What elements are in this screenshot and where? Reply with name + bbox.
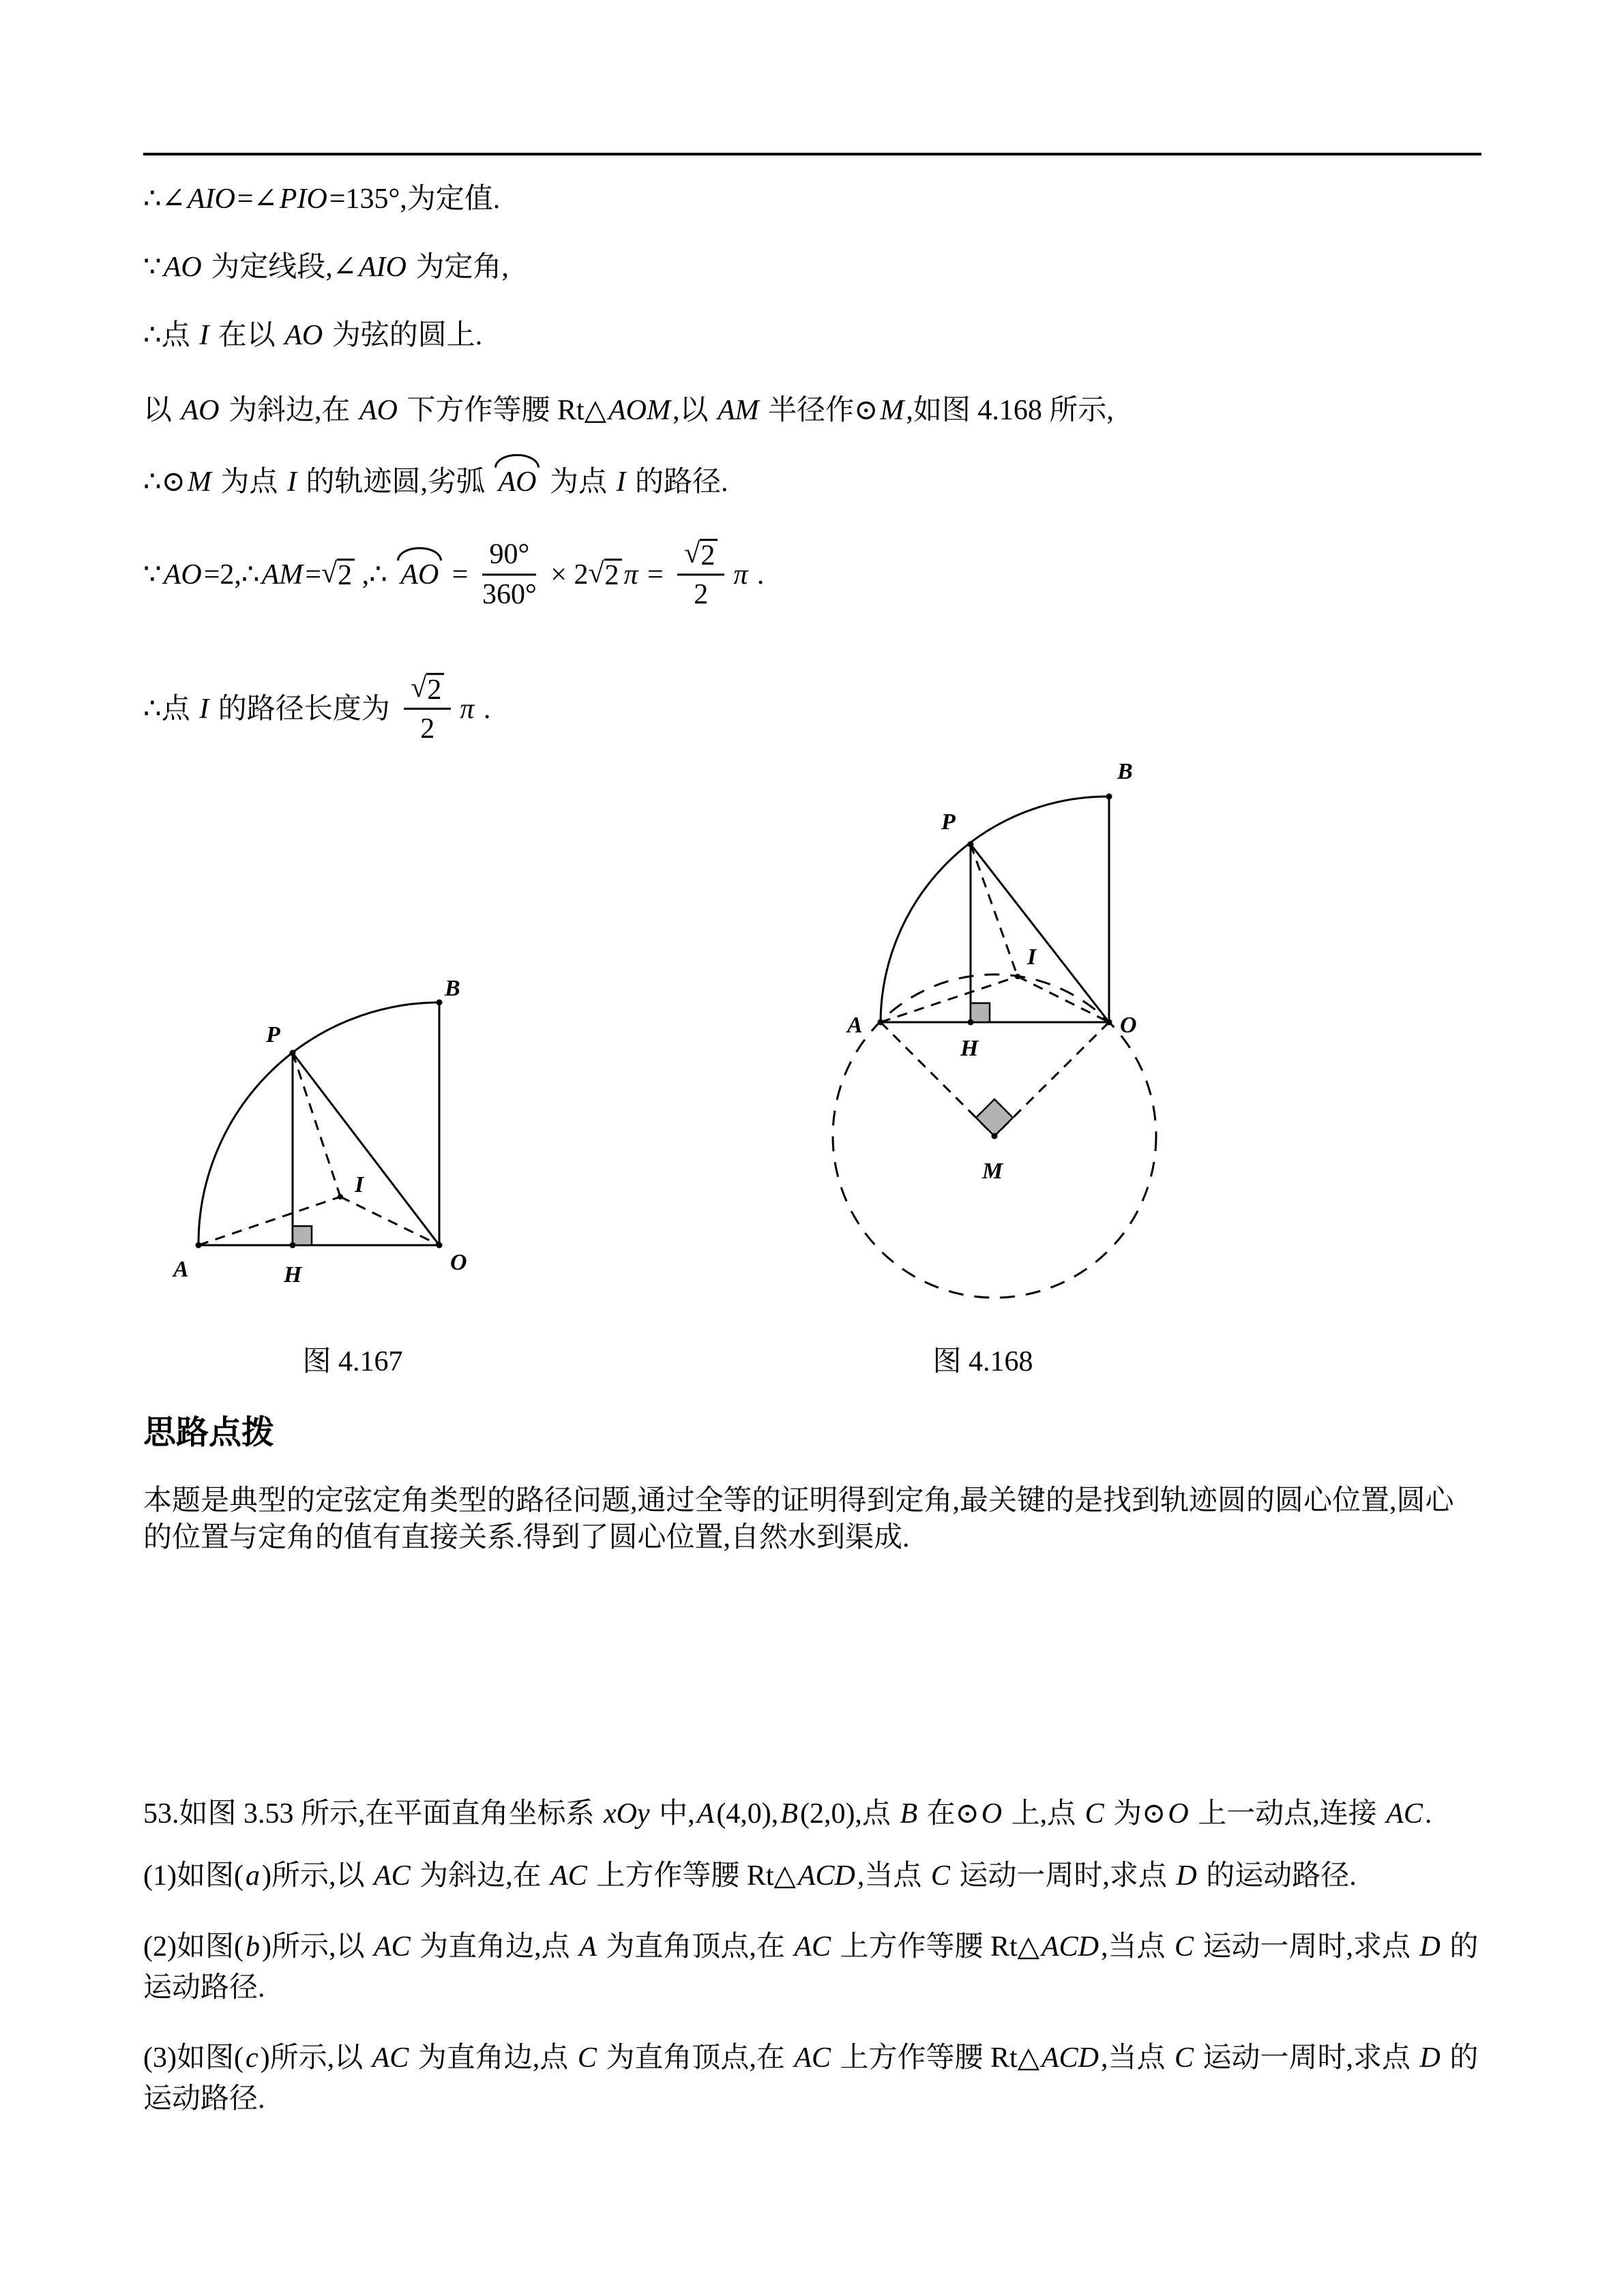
caption-figure-4-167: 图 4.167 — [302, 1346, 403, 1377]
fig167-label-b: B — [445, 976, 460, 1001]
point-o-dot — [437, 1242, 443, 1249]
fig168-dashed-AI — [881, 976, 1018, 1022]
top-rule — [143, 153, 1481, 155]
fig167-dashed-IO — [340, 1197, 439, 1245]
point-m-dot — [992, 1133, 998, 1139]
fig168-label-o: O — [1120, 1013, 1137, 1038]
hint-line-2: 的位置与定角的值有直接关系.得到了圆心位置,自然水到渠成. — [143, 1521, 910, 1553]
point-h-dot — [290, 1242, 296, 1249]
fig168-dashed-PI — [971, 844, 1018, 976]
fig168-line-PO — [971, 844, 1109, 1022]
solution-line-1: ∴∠AIO=∠PIO=135°,为定值. — [143, 183, 501, 215]
fig168-quarter-arc-AB — [881, 796, 1109, 1022]
point-h-dot — [968, 1019, 974, 1026]
fig167-quarter-arc-AB — [198, 1002, 439, 1245]
fig168-right-angle-diamond — [976, 1099, 1013, 1136]
figure-4-167 — [164, 968, 477, 1302]
fig168-label-b: B — [1117, 759, 1133, 784]
fig167-label-o: O — [450, 1250, 467, 1275]
solution-line-4: 以 AO 为斜边,在 AO 下方作等腰 Rt△AOM,以 AM 半径作⊙M,如图 4.168 所示, — [143, 394, 1114, 426]
problem-line-2b: 运动路径. — [143, 1971, 265, 2003]
fig167-dashed-AI — [198, 1197, 340, 1245]
fig168-label-a: A — [847, 1013, 863, 1038]
fig168-label-p: P — [941, 809, 956, 835]
fig168-label-m: M — [982, 1159, 1003, 1184]
hint-heading: 思路点拨 — [143, 1414, 275, 1451]
point-o-dot — [1106, 1019, 1112, 1026]
caption-figure-4-168: 图 4.168 — [932, 1346, 1033, 1377]
fig167-dashed-PI — [293, 1053, 340, 1197]
solution-line-6: ∵ AO =2,∴ AM = √ 2 ,∴ AO = $\frac{90^\circ}{360^\circ}$ × 2 √ 2 π = √ 2 2 π . — [143, 537, 765, 611]
problem-line-53: 53.如图 3.53 所示,在平面直角坐标系 xOy 中,A(4,0),B(2,0),点 B 在⊙O 上,点 C 为⊙O 上一动点,连接 AC. — [143, 1798, 1432, 1830]
hint-line-1: 本题是典型的定弦定角类型的路径问题,通过全等的证明得到定角,最关键的是找到轨迹圆的圆心位置,圆心 — [143, 1485, 1454, 1517]
point-a-dot — [196, 1242, 202, 1249]
point-p-dot — [290, 1050, 296, 1056]
point-i-dot — [338, 1194, 343, 1199]
problem-line-1: (1)如图(a)所示,以 AC 为斜边,在 AC 上方作等腰 Rt△ACD,当点 C 运动一周时,求点 D 的运动路径. — [143, 1860, 1357, 1892]
fig167-right-angle-square — [293, 1226, 312, 1245]
fig168-dashed-IO — [1018, 976, 1109, 1022]
fig167-label-i: I — [355, 1172, 364, 1197]
figure-4-168 — [805, 736, 1187, 1323]
fig167-label-p: P — [266, 1022, 280, 1047]
point-p-dot — [968, 841, 974, 848]
fig167-label-a: A — [173, 1257, 189, 1282]
fig167-line-PO — [293, 1053, 439, 1245]
point-a-dot — [878, 1019, 884, 1026]
fig168-label-h: H — [960, 1036, 979, 1061]
problem-line-2a: (2)如图(b)所示,以 AC 为直角边,点 A 为直角顶点,在 AC 上方作等腰 Rt△ACD,当点 C 运动一周时,求点 D 的 — [143, 1930, 1479, 1963]
fig168-right-angle-square — [971, 1003, 990, 1022]
fig168-label-i: I — [1027, 944, 1037, 970]
solution-line-2: ∵AO 为定线段,∠AIO 为定角, — [143, 251, 509, 283]
solution-line-5: ∴⊙M 为点 I 的轨迹圆,劣弧 AO 为点 I 的路径. — [143, 464, 728, 501]
problem-line-3a: (3)如图(c)所示,以 AC 为直角边,点 C 为直角顶点,在 AC 上方作等腰 Rt△ACD,当点 C 运动一周时,求点 D 的 — [143, 2042, 1479, 2074]
fig167-label-h: H — [284, 1262, 302, 1287]
point-i-dot — [1015, 974, 1020, 979]
solution-line-7: ∴点 I 的路径长度为 √ 2 2 π . — [143, 672, 491, 745]
point-b-dot — [1106, 794, 1112, 800]
solution-line-3: ∴点 I 在以 AO 为弦的圆上. — [143, 319, 483, 351]
problem-line-3b: 运动路径. — [143, 2083, 265, 2115]
point-b-dot — [437, 1000, 443, 1006]
